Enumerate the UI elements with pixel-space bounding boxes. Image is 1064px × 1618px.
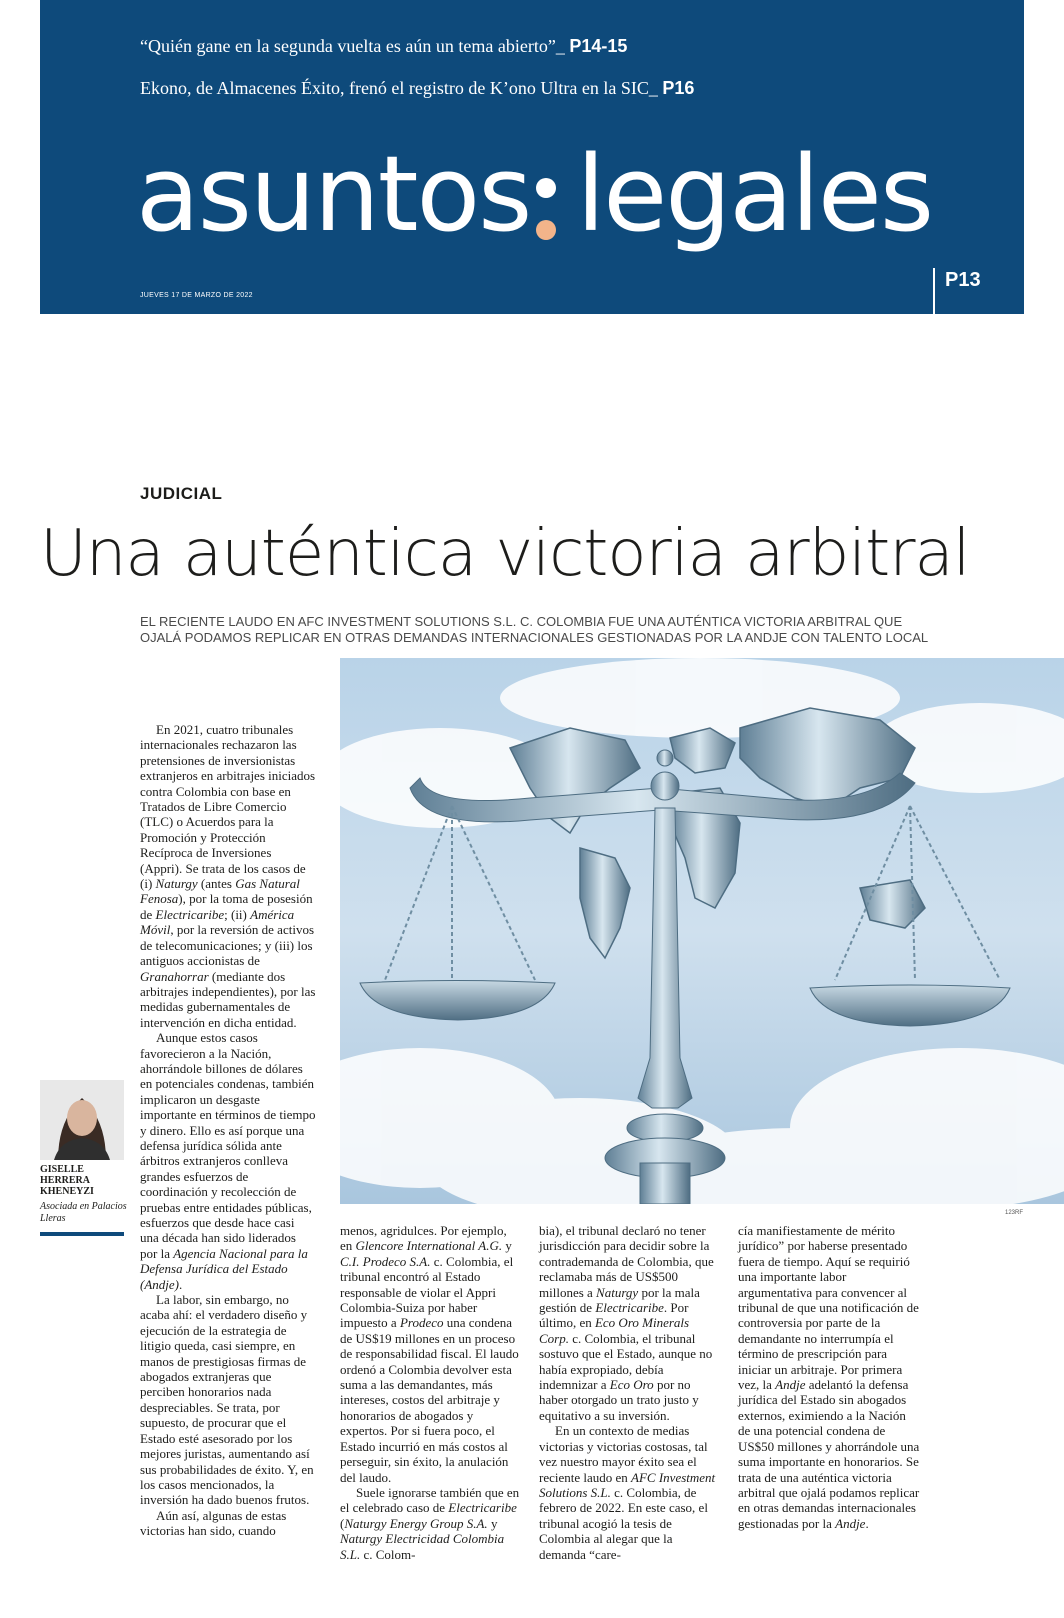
publication-logo xyxy=(136,134,956,254)
author-divider xyxy=(40,1232,124,1236)
issue-date: JUEVES 17 DE MARZO DE 2022 xyxy=(140,292,253,299)
logo-colon-icon xyxy=(536,134,570,254)
article-column-4: cía manifiestamente de mérito jurídico” por haberse presentado fuera de tiempo. Aquí se requirió una importante labor argumentativa para convencer al tribunal de que una notificación de controversia por parte de la demandante no interrumpía el término de prescripción para iniciar un arbitraje. Por primera vez, la Andje adelantó la defensa jurídica del Estado sin abogados externos, eximiendo a la Nación de una potencial condena de US$50 millones y ahorrándole una suma importante en honorarios. Se trata de una auténtica victoria arbitral que ojalá podamos replicar en otras demandas internacionales gestionadas por la Andje. xyxy=(738,1223,920,1531)
photo-credit: 123RF xyxy=(1005,1210,1024,1216)
teaser-2-page: P16 xyxy=(662,78,695,98)
logo-word-legales: legales xyxy=(576,133,933,255)
article-column-2: menos, agridulces. Por ejemplo, en Glencore International A.G. y C.I. Prodeco S.A. c. Colombia, el tribunal encontró al Estado responsable de violar el Appri Colombia-Suiza por haber impuesto a Prodeco una condena de US$19 millones en un proceso de responsabilidad fiscal. El laudo ordenó a Colombia devolver esta suma a las demandantes, más intereses, costos del arbitraje y honorarios de abogados y expertos. Por si fuera poco, el Estado incurrió en más costos al perseguir, sin éxito, la anulación del laudo. Suele ignorarse también que en el celebrado caso de Electricaribe (Naturgy Energy Group S.A. y Naturgy Electricidad Colombia S.L. c. Colom- xyxy=(340,1223,520,1562)
teaser-1-text: “Quién gane en la segunda vuelta es aún un tema abierto”_ xyxy=(140,36,565,56)
teaser-2-text: Ekono, de Almacenes Éxito, frenó el registro de K’ono Ultra en la SIC_ xyxy=(140,78,658,98)
author-avatar xyxy=(40,1080,124,1160)
scales-world-map-photo xyxy=(340,658,1064,1204)
section-label: JUDICIAL xyxy=(140,484,223,503)
article-headline: Una auténtica victoria arbitral xyxy=(40,517,970,591)
teaser-link-1[interactable] xyxy=(140,36,627,57)
page-number: P13 xyxy=(933,268,981,314)
author-role: Asociada en Palacios Lleras xyxy=(40,1201,127,1224)
teaser-link-2[interactable] xyxy=(140,78,694,99)
logo-word-asuntos: asuntos xyxy=(136,133,531,255)
teaser-1-page: P14-15 xyxy=(569,36,628,56)
author-name: GISELLE HERRERA KHENEYZI xyxy=(40,1164,94,1197)
article-column-3: bia), el tribunal declaró no tener jurisdicción para decidir sobre la contrademanda de Colombia, que reclamaba más de US$500 millones a Naturgy por la mala gestión de Electricaribe. Por último, en Eco Oro Minerals Corp. c. Colombia, el tribunal sostuvo que el Estado, aunque no había expropiado, debía indemnizar a Eco Oro por no haber otorgado un trato justo y equitativo a su inversión. En un contexto de medias victorias y victorias costosas, tal vez nuestro mayor éxito sea el reciente laudo en AFC Investment Solutions S.L. c. Colombia, de febrero de 2022. En este caso, el tribunal acogió la tesis de Colombia al alegar que la demanda “care- xyxy=(539,1223,716,1562)
masthead-banner xyxy=(40,0,1024,314)
article-deck: EL RECIENTE LAUDO EN AFC INVESTMENT SOLUTIONS S.L. C. COLOMBIA FUE UNA AUTÉNTICA VICTORIA ARBITRAL QUE OJALÁ PODAMOS REPLICAR EN OTRAS DEMANDAS INTERNACIONALES GESTIONADAS POR LA ANDJE CON TALENTO LOCAL xyxy=(140,614,929,645)
article-column-1: En 2021, cuatro tribunales internacionales rechazaron las pretensiones de inversionistas extranjeros en arbitrajes iniciados contra Colombia con base en Tratados de Libre Comercio (TLC) o Acuerdos para la Promoción y Protección Recíproca de Inversiones (Appri). Se trata de los casos de (i) Naturgy (antes Gas Natural Fenosa), por la toma de posesión de Electricaribe; (ii) América Móvil, por la reversión de activos de telecomunicaciones; y (iii) los antiguos accionistas de Granahorrar (mediante dos arbitrajes independientes), por las medidas gubernamentales de intervención en dicha entidad. Aunque estos casos favorecieron a la Nación, ahorrándole billones de dólares en potenciales condenas, también implicaron un desgaste importante en términos de tiempo y dinero. Ello es así porque una defensa jurídica sólida ante árbitros extranjeros conlleva grandes esfuerzos de coordinación y recolección de pruebas entre entidades públicas, esfuerzos que desde hace casi una década han sido liderados por la Agencia Nacional para la Defensa Jurídica del Estado (Andje). La labor, sin embargo, no acaba ahí: el verdadero diseño y ejecución de la estrategia de litigio queda, casi siempre, en manos de prestigiosas firmas de abogados extranjeras que perciben honorarios nada despreciables. Se trata, por supuesto, de procurar que el Estado esté asesorado por los mejores juristas, aumentando así sus probabilidades de éxito. Y, en los casos mencionados, la inversión ha dado buenos frutos. Aún así, algunas de estas victorias han sido, cuando xyxy=(140,722,316,1539)
